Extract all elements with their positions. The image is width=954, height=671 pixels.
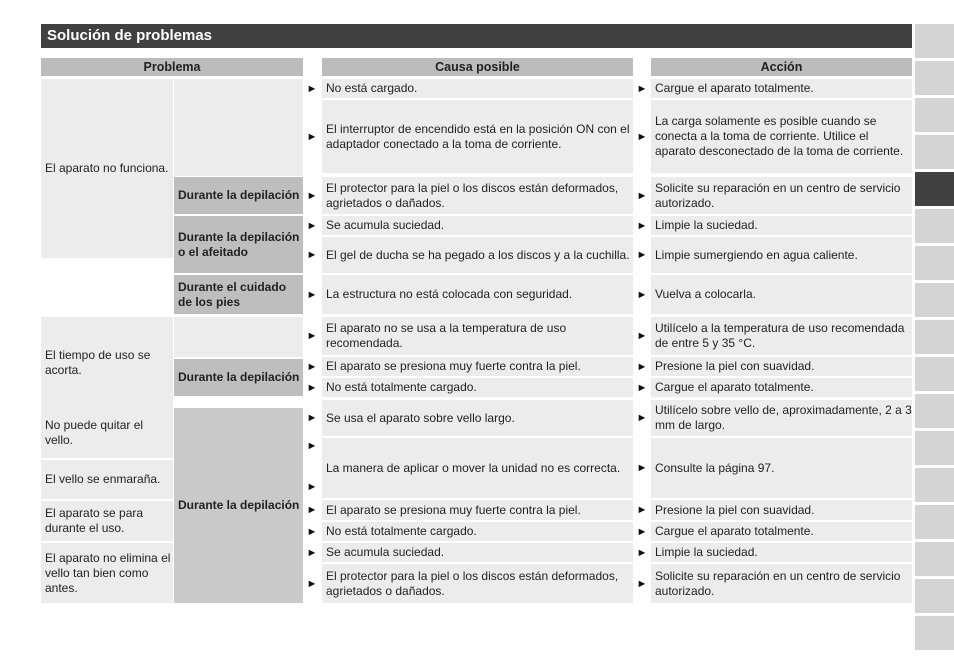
problem-cell-extension bbox=[174, 317, 303, 357]
section-tab[interactable] bbox=[915, 283, 954, 317]
bullet-arrow-icon: ► bbox=[306, 130, 318, 143]
bullet-arrow-icon: ► bbox=[306, 381, 318, 394]
problem-cell: El tiempo de uso se acorta. bbox=[41, 317, 173, 408]
cause-cell: El interruptor de encendido está en la posición ON con el adaptador conectado a la toma de corriente. bbox=[322, 100, 633, 173]
cause-cell: El gel de ducha se ha pegado a los discos y a la cuchilla. bbox=[322, 237, 633, 273]
cause-cell: La estructura no está colocada con seguridad. bbox=[322, 275, 633, 314]
bullet-arrow-icon: ► bbox=[636, 130, 648, 143]
problem-cell: No puede quitar el vello. bbox=[41, 408, 173, 458]
section-tab[interactable] bbox=[915, 209, 954, 243]
bullet-arrow-icon: ► bbox=[306, 288, 318, 301]
bullet-arrow-icon: ► bbox=[306, 219, 318, 232]
action-cell: Utilícelo sobre vello de, aproximadamente, 2 a 3 mm de largo. bbox=[651, 400, 912, 436]
bullet-arrow-icon: ► bbox=[306, 440, 318, 452]
action-cell: Solicite su reparación en un centro de servicio autorizado. bbox=[651, 564, 912, 603]
cause-cell: El protector para la piel o los discos están deformados, agrietados o dañados. bbox=[322, 177, 633, 214]
cause-cell: La manera de aplicar o mover la unidad no es correcta. bbox=[322, 438, 633, 498]
condition-cell: Durante la depilación bbox=[174, 177, 303, 214]
header-accion: Acción bbox=[651, 58, 912, 76]
cause-cell: El aparato no se usa a la temperatura de uso recomendada. bbox=[322, 317, 633, 355]
condition-cell: Durante la depilación bbox=[174, 408, 303, 603]
bullet-arrow-icon: ► bbox=[306, 577, 318, 590]
section-tab[interactable] bbox=[915, 246, 954, 280]
section-tab[interactable] bbox=[915, 394, 954, 428]
bullet-arrow-icon: ► bbox=[306, 412, 318, 424]
bullet-arrow-icon: ► bbox=[306, 525, 318, 538]
section-tab[interactable] bbox=[915, 135, 954, 169]
cause-cell: No está totalmente cargado. bbox=[322, 522, 633, 541]
section-tab[interactable] bbox=[915, 579, 954, 613]
cause-cell: Se acumula suciedad. bbox=[322, 216, 633, 235]
bullet-arrow-icon: ► bbox=[306, 504, 318, 516]
problem-cell-extension bbox=[174, 79, 303, 176]
bullet-arrow-icon: ► bbox=[306, 330, 318, 342]
action-cell: Presione la piel con suavidad. bbox=[651, 357, 912, 376]
problem-cell: El aparato no elimina el vello tan bien como antes. bbox=[41, 543, 173, 603]
section-tab[interactable] bbox=[915, 61, 954, 95]
bullet-arrow-icon: ► bbox=[636, 330, 648, 342]
cause-cell: El aparato se presiona muy fuerte contra la piel. bbox=[322, 500, 633, 520]
header-problema: Problema bbox=[41, 58, 303, 76]
bullet-arrow-icon: ► bbox=[636, 381, 648, 394]
page-title: Solución de problemas bbox=[41, 24, 912, 48]
section-tab[interactable] bbox=[915, 616, 954, 650]
bullet-arrow-icon: ► bbox=[636, 504, 648, 516]
header-causa: Causa posible bbox=[322, 58, 633, 76]
bullet-arrow-icon: ► bbox=[306, 360, 318, 373]
bullet-arrow-icon: ► bbox=[636, 189, 648, 202]
action-cell: La carga solamente es posible cuando se conecta a la toma de corriente. Utilice el aparato desconectado de la toma de corriente. bbox=[651, 100, 912, 173]
cause-cell: No está totalmente cargado. bbox=[322, 378, 633, 397]
action-cell: Consulte la página 97. bbox=[651, 438, 912, 498]
section-tab[interactable] bbox=[915, 172, 954, 206]
cause-cell: El protector para la piel o los discos están deformados, agrietados o dañados. bbox=[322, 564, 633, 603]
bullet-arrow-icon: ► bbox=[636, 219, 648, 232]
cause-cell: No está cargado. bbox=[322, 79, 633, 98]
cause-cell: El aparato se presiona muy fuerte contra la piel. bbox=[322, 357, 633, 376]
action-cell: Presione la piel con suavidad. bbox=[651, 500, 912, 520]
action-cell: Vuelva a colocarla. bbox=[651, 275, 912, 314]
condition-cell: Durante la depilación o el afeitado bbox=[174, 216, 303, 273]
problem-cell: El aparato se para durante el uso. bbox=[41, 501, 173, 541]
section-tab[interactable] bbox=[915, 98, 954, 132]
problem-cell: El aparato no funciona. bbox=[41, 79, 173, 258]
cause-cell: Se acumula suciedad. bbox=[322, 543, 633, 562]
action-cell: Cargue el aparato totalmente. bbox=[651, 79, 912, 98]
action-cell: Solicite su reparación en un centro de servicio autorizado. bbox=[651, 177, 912, 214]
section-tab[interactable] bbox=[915, 357, 954, 391]
action-cell: Limpie sumergiendo en agua caliente. bbox=[651, 237, 912, 273]
problem-cell: El vello se enmaraña. bbox=[41, 460, 173, 499]
bullet-arrow-icon: ► bbox=[636, 546, 648, 559]
bullet-arrow-icon: ► bbox=[306, 249, 318, 261]
bullet-arrow-icon: ► bbox=[306, 546, 318, 559]
section-tab[interactable] bbox=[915, 542, 954, 576]
bullet-arrow-icon: ► bbox=[636, 249, 648, 261]
action-cell: Cargue el aparato totalmente. bbox=[651, 378, 912, 397]
action-cell: Utilícelo a la temperatura de uso recomendada de entre 5 y 35 °C. bbox=[651, 317, 912, 355]
bullet-arrow-icon: ► bbox=[306, 189, 318, 202]
action-cell: Cargue el aparato totalmente. bbox=[651, 522, 912, 541]
bullet-arrow-icon: ► bbox=[636, 288, 648, 301]
section-tab[interactable] bbox=[915, 468, 954, 502]
bullet-arrow-icon: ► bbox=[306, 82, 318, 95]
condition-cell: Durante la depilación bbox=[174, 359, 303, 396]
bullet-arrow-icon: ► bbox=[636, 525, 648, 538]
cause-cell: Se usa el aparato sobre vello largo. bbox=[322, 400, 633, 436]
bullet-arrow-icon: ► bbox=[636, 82, 648, 95]
section-tab[interactable] bbox=[915, 431, 954, 465]
bullet-arrow-icon: ► bbox=[636, 412, 648, 424]
condition-cell: Durante el cuidado de los pies bbox=[174, 275, 303, 314]
bullet-arrow-icon: ► bbox=[636, 577, 648, 590]
bullet-arrow-icon: ► bbox=[306, 481, 318, 493]
action-cell: Limpie la suciedad. bbox=[651, 543, 912, 562]
section-tab[interactable] bbox=[915, 505, 954, 539]
section-tab[interactable] bbox=[915, 320, 954, 354]
action-cell: Limpie la suciedad. bbox=[651, 216, 912, 235]
section-tab[interactable] bbox=[915, 24, 954, 58]
bullet-arrow-icon: ► bbox=[636, 360, 648, 373]
bullet-arrow-icon: ► bbox=[636, 462, 648, 474]
